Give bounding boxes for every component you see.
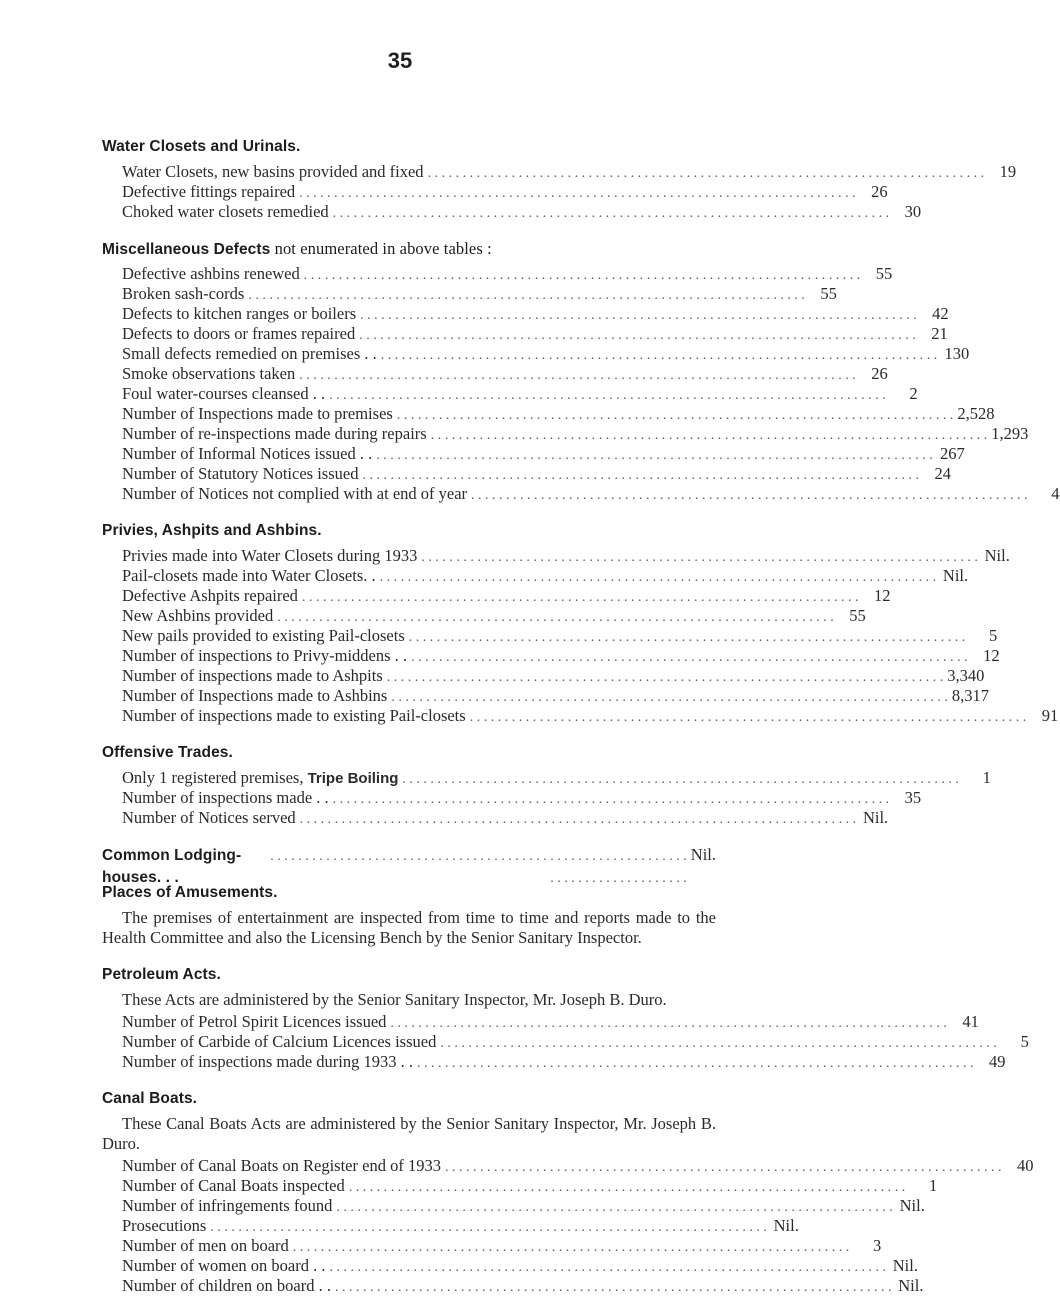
section-paragraph: These Acts are administered by the Senior Sanitary Inspector, Mr. Joseph B. Duro. (122, 990, 667, 1009)
dot-leader: . . . . . . . . . . . . . . . . . . . . . . . . . . . . . . . . . . . . . . . . . . . . . . . . . . . . . . . . . . . . . . . . . . . . . . . . . . . . . . . . (332, 792, 890, 807)
row-value: 2,528 (957, 404, 995, 423)
dot-leader: . . . . . . . . . . . . . . . . . . . . . . . . . . . . . . . . . . . . . . . . . . . . . . . . . . . . . . . . . . . . . . . . . . . . . . . . . . . . . . . . (376, 448, 933, 463)
dot-leader: . . . . . . . . . . . . . . . . . . . . . . . . . . . . . . . . . . . . . . . . . . . . . . . . . . . . . . . . . . . . . . . . . . . . . . . . . . . . . . . . (471, 488, 1028, 503)
table-row (122, 464, 951, 484)
row-label: Number of men on board (122, 1236, 289, 1255)
row-value: 130 (944, 344, 970, 363)
table-row (122, 546, 1010, 566)
row-label: Number of Canal Boats inspected (122, 1176, 345, 1195)
table-row (122, 1012, 979, 1032)
section-common-lodging-houses (102, 844, 716, 886)
row-value: 26 (871, 182, 888, 201)
table-row (122, 808, 889, 828)
row-value: Nil. (862, 808, 889, 827)
dot-leader: . . . . . . . . . . . . . . . . . . . . . . . . . . . . . . . . . . . . . . . . . . . . . . . . . . . . . . . . . . . . . . . . . . . . . . . . . . . . . . . . (427, 166, 985, 181)
row-label: Number of Petrol Spirit Licences issued (122, 1012, 387, 1031)
dot-leader: . . . . . . . . . . . . . . . . . . . . . . . . . . . . . . . . . . . . . . . . . . . . . . . . . . . . . . . . . . . . . . . . . . . . . . . . . . . . . . . . (348, 1180, 906, 1195)
row-list (122, 1012, 1029, 1072)
section-heading: Canal Boats. (102, 1090, 198, 1107)
row-value: 42 (932, 304, 949, 323)
row-value: 1 (928, 1176, 938, 1195)
row-label: Number of Informal Notices issued . . (122, 444, 373, 463)
dot-leader: . . . . . . . . . . . . . . . . . . . . . . . . . . . . . . . . . . . . . . . . . . . . . . . . . . . . . . . . . . . . . . . . . . . . . . . . . . . . . . . . (396, 408, 954, 423)
dot-leader: . . . . . . . . . . . . . . . . . . . . . . . . . . . . . . . . . . . . . . . . . . . . . . . . . . . . . . . . . . . . . . . . . . . . . . . . . . . . . . . . (210, 1220, 767, 1235)
table-row (122, 686, 989, 706)
section-paragraph: The premises of entertainment are inspected from time to time and reports made to the Health Committee and also the Licensing Bench by the Senior Sanitary Inspector. (102, 908, 716, 947)
row-label: Defects to doors or frames repaired (122, 324, 356, 343)
table-row (122, 666, 985, 686)
table-row (122, 284, 837, 304)
dot-leader: . . . . . . . . . . . . . . . . . . . . . . . . . . . . . . . . . . . . . . . . . . . . . . . . . . . . . . . . . . . . . . . . . . . . . . . . . . . . . . . . (408, 630, 966, 645)
row-label: Defective Ashpits repaired (122, 586, 298, 605)
dot-leader: . . . . . . . . . . . . . . . . . . . . . . . . . . . . . . . . . . . . . . . . . . . . . . . . . . . . . . . . . . . . . . . . . . . . . . . . . . . . . . . . (336, 1200, 893, 1215)
table-row (122, 444, 965, 464)
dot-leader: . . . . . . . . . . . . . . . . . . . . . . . . . . . . . . . . . . . . . . . . . . . . . . . . . . . . . . . . . . . . . . . . . . . . . . . . . . . . . . . . (299, 812, 857, 827)
row-value: 55 (820, 284, 837, 303)
row-label: Number of women on board . . (122, 1256, 326, 1275)
row-value: 12 (873, 586, 891, 605)
row-label: Number of Canal Boats on Register end of 1933 (122, 1156, 441, 1175)
section-heading-suffix: not enumerated in above tables : (270, 239, 492, 258)
section-canal-boats (102, 1088, 1034, 1296)
row-label: Defective ashbins renewed (122, 264, 300, 283)
row-label: New Ashbins provided (122, 606, 274, 625)
row-list (122, 546, 1059, 726)
section-miscellaneous-defects (102, 238, 1060, 504)
dot-leader: . . . . . . . . . . . . . . . . . . . . . . . . . . . . . . . . . . . . . . . . . . . . . . . . . . . . . . . . . . . . . . . . . . . . . . . . . . . . . . . . (292, 1240, 850, 1255)
row-label: Privies made into Water Closets during 1933 (122, 546, 418, 565)
section-heading: Places of Amusements. (102, 884, 278, 901)
row-value: Nil. (690, 845, 716, 864)
table-row (122, 768, 991, 788)
section-petroleum-acts (102, 964, 1029, 1072)
dot-leader: . . . . . . . . . . . . . . . . . . . . . . . . . . . . . . . . . . . . . . . . . . . . . . . . . . . . . . . . . . . . . . . . . . . . . . . . . . . . . . . . (391, 690, 948, 705)
dot-leader: . . . . . . . . . . . . . . . . . . . . . . . . . . . . . . . . . . . . . . . . . . . . . . . . . . . . . . . . . . . . . . . . . . . . . . . . . . . . . . . . (329, 388, 886, 403)
section-heading (102, 238, 716, 260)
row-value: Nil. (892, 1256, 918, 1275)
row-label-plain: Only 1 registered premises, (122, 768, 308, 787)
row-label: Number of children on board . . (122, 1276, 331, 1295)
row-value: 3 (873, 1236, 882, 1255)
row-label: Number of inspections made to Ashpits (122, 666, 383, 685)
page-number: 35 (387, 48, 413, 73)
table-row (122, 706, 1059, 726)
table-row (122, 626, 998, 646)
row-label: Smoke observations taken (122, 364, 296, 383)
table-row (122, 646, 1000, 666)
section-heading-bold: Miscellaneous Defects (102, 241, 271, 258)
row-label: Defective fittings repaired (122, 182, 296, 201)
table-row (122, 424, 1029, 444)
row-value: 5 (1020, 1032, 1029, 1051)
table-row (122, 1052, 1006, 1072)
dot-leader: . . . . . . . . . . . . . . . . . . . . . . . . . . . . . . . . . . . . . . . . . . . . . . . . . . . . . . . . . . . . . . . . . . . . . . . . . . . . . . . . (469, 710, 1027, 725)
section-privies-ashpits (102, 520, 1059, 726)
row-label: Pail-closets made into Water Closets. . (122, 566, 376, 585)
row-value: 40 (1016, 1156, 1034, 1175)
dot-leader: . . . . . . . . . . . . . . . . . . . . . . . . . . . . . . . . . . . . . . . . . . . . . . . . . . . . . . . . . . . . . . . . . . . . . . . . . . . . . . . . (440, 1036, 997, 1051)
dot-leader: . . . . . . . . . . . . . . . . . . . . . . . . . . . . . . . . . . . . . . . . . . . . . . . . . . . . . . . . . . . . . . . . . . . . . . . . . . . . . . . . (332, 206, 890, 221)
section-water-closets (102, 136, 1017, 222)
dot-leader: . . . . . . . . . . . . . . . . . . . . . . . . . . . . . . . . . . . . . . . . . . . . . . . . . . . . . . . . . . . . . . . . . . . . . . . . . . . . . . . . (379, 570, 937, 585)
row-value: Nil. (984, 546, 1010, 565)
row-label: Water Closets, new basins provided and fixed (122, 162, 424, 181)
dot-leader: . . . . . . . . . . . . . . . . . . . . . . . . . . . . . . . . . . . . . . . . . . . . . . . . . . . . . . . . . . . . . . . . . . . . . . . . . . . . . . . . (360, 308, 917, 323)
table-row (122, 1236, 882, 1256)
row-value: 26 (871, 364, 888, 383)
row-value: Nil. (942, 566, 969, 585)
table-row (122, 1276, 924, 1296)
row-label: Defects to kitchen ranges or boilers (122, 304, 357, 323)
section-places-of-amusements (102, 882, 716, 948)
dot-leader: . . . . . . . . . . . . . . . . . . . . . . . . . . . . . . . . . . . . . . . . . . . . . . . . . . . . . . . . . . . . . . . . . . . . . . . . . . . . . . . . (411, 650, 968, 665)
row-label: Prosecutions (122, 1216, 207, 1235)
dot-leader: . . . . . . . . . . . . . . . . . . . . . . . . . . . . . . . . . . . . . . . . . . . . . . . . . . . . . . . . . . . . . . . . . . . . . . . . . . . . . . . . (270, 849, 687, 886)
dot-leader: . . . . . . . . . . . . . . . . . . . . . . . . . . . . . . . . . . . . . . . . . . . . . . . . . . . . . . . . . . . . . . . . . . . . . . . . . . . . . . . . (303, 268, 861, 283)
table-row (122, 606, 866, 626)
row-list (122, 1156, 1034, 1296)
table-row (122, 162, 1017, 182)
dot-leader: . . . . . . . . . . . . . . . . . . . . . . . . . . . . . . . . . . . . . . . . . . . . . . . . . . . . . . . . . . . . . . . . . . . . . . . . . . . . . . . . (362, 468, 919, 483)
row-label: Small defects remedied on premises . . (122, 344, 377, 363)
row-label: Choked water closets remedied (122, 202, 329, 221)
dot-leader: . . . . . . . . . . . . . . . . . . . . . . . . . . . . . . . . . . . . . . . . . . . . . . . . . . . . . . . . . . . . . . . . . . . . . . . . . . . . . . . . (430, 428, 988, 443)
row-value: Nil. (899, 1196, 925, 1215)
table-row (122, 404, 995, 424)
row-label: Number of inspections made during 1933 . . (122, 1052, 413, 1071)
row-list (122, 264, 1060, 504)
section-heading: Water Closets and Urinals. (102, 138, 301, 155)
dot-leader: . . . . . . . . . . . . . . . . . . . . . . . . . . . . . . . . . . . . . . . . . . . . . . . . . . . . . . . . . . . . . . . . . . . . . . . . . . . . . . . . (402, 772, 959, 787)
dot-leader: . . . . . . . . . . . . . . . . . . . . . . . . . . . . . . . . . . . . . . . . . . . . . . . . . . . . . . . . . . . . . . . . . . . . . . . . . . . . . . . . (301, 590, 859, 605)
section-heading: Privies, Ashpits and Ashbins. (102, 522, 322, 539)
row-label: Number of Notices not complied with at end of year (122, 484, 468, 503)
row-label (122, 768, 398, 789)
row-label: Number of inspections made . . (122, 788, 329, 807)
page-content (102, 136, 1060, 1312)
table-row (122, 1196, 925, 1216)
row-value: 49 (989, 1052, 1006, 1071)
row-label-bold: Tripe Boiling (307, 770, 399, 787)
row-value: 2 (909, 384, 918, 403)
row-value: 1,293 (991, 424, 1029, 443)
row-label: Number of Notices served (122, 808, 296, 827)
row-value: 4 (1051, 484, 1060, 503)
row-label: Number of Statutory Notices issued (122, 464, 359, 483)
row-value: 91 (1041, 706, 1059, 725)
table-row (122, 1032, 1029, 1052)
row-label: Number of Inspections made to premises (122, 404, 393, 423)
row-value: 1 (982, 768, 991, 787)
dot-leader: . . . . . . . . . . . . . . . . . . . . . . . . . . . . . . . . . . . . . . . . . . . . . . . . . . . . . . . . . . . . . . . . . . . . . . . . . . . . . . . . (299, 186, 856, 201)
row-value: 24 (934, 464, 951, 483)
row-label: Number of infringements found (122, 1196, 333, 1215)
table-row (122, 1156, 1034, 1176)
row-label: New pails provided to existing Pail-closets (122, 626, 405, 645)
row-value: 3,340 (947, 666, 985, 685)
row-value: 55 (849, 606, 866, 625)
row-value: 267 (939, 444, 965, 463)
section-heading: Offensive Trades. (102, 744, 233, 761)
table-row (122, 364, 888, 384)
row-list (122, 162, 1017, 222)
table-row (122, 384, 918, 404)
row-value: 8,317 (951, 686, 989, 705)
table-row (122, 566, 969, 586)
dot-leader: . . . . . . . . . . . . . . . . . . . . . . . . . . . . . . . . . . . . . . . . . . . . . . . . . . . . . . . . . . . . . . . . . . . . . . . . . . . . . . . . (299, 368, 856, 383)
dot-leader: . . . . . . . . . . . . . . . . . . . . . . . . . . . . . . . . . . . . . . . . . . . . . . . . . . . . . . . . . . . . . . . . . . . . . . . . . . . . . . . . (390, 1016, 947, 1031)
section-heading: Petroleum Acts. (102, 966, 221, 983)
table-row (122, 182, 888, 202)
row-value: Nil. (773, 1216, 799, 1235)
row-label: Broken sash-cords (122, 284, 245, 303)
table-row (122, 202, 922, 222)
dot-leader: . . . . . . . . . . . . . . . . . . . . . . . . . . . . . . . . . . . . . . . . . . . . . . . . . . . . . . . . . . . . . . . . . . . . . . . . . . . . . . . . (359, 328, 916, 343)
row-label: Number of inspections made to existing Pail-closets (122, 706, 466, 725)
row-label: Number of Inspections made to Ashbins (122, 686, 388, 705)
table-row (122, 324, 948, 344)
row-value: 12 (983, 646, 1000, 665)
row-value: 19 (999, 162, 1017, 181)
section-offensive-trades (102, 742, 991, 828)
row-value: Nil. (898, 1276, 924, 1295)
dot-leader: . . . . . . . . . . . . . . . . . . . . . . . . . . . . . . . . . . . . . . . . . . . . . . . . . . . . . . . . . . . . . . . . . . . . . . . . . . . . . . . . (421, 550, 978, 565)
dot-leader: . . . . . . . . . . . . . . . . . . . . . . . . . . . . . . . . . . . . . . . . . . . . . . . . . . . . . . . . . . . . . . . . . . . . . . . . . . . . . . . . (444, 1160, 1002, 1175)
dot-leader: . . . . . . . . . . . . . . . . . . . . . . . . . . . . . . . . . . . . . . . . . . . . . . . . . . . . . . . . . . . . . . . . . . . . . . . . . . . . . . . . (417, 1056, 974, 1071)
row-label: Foul water-courses cleansed . . (122, 384, 326, 403)
table-row (122, 1176, 938, 1196)
section-paragraph: These Canal Boats Acts are administered by the Senior Sanitary Inspector, Mr. Joseph B. Duro. (102, 1114, 716, 1153)
dot-leader: . . . . . . . . . . . . . . . . . . . . . . . . . . . . . . . . . . . . . . . . . . . . . . . . . . . . . . . . . . . . . . . . . . . . . . . . . . . . . . . . (248, 288, 805, 303)
dot-leader: . . . . . . . . . . . . . . . . . . . . . . . . . . . . . . . . . . . . . . . . . . . . . . . . . . . . . . . . . . . . . . . . . . . . . . . . . . . . . . . . (380, 348, 938, 363)
row-label: Number of re-inspections made during repairs (122, 424, 427, 443)
row-label: Number of inspections to Privy-middens . . (122, 646, 408, 665)
row-value: 21 (931, 324, 948, 343)
table-row (122, 1256, 918, 1276)
section-heading: Common Lodging-houses. . . (102, 847, 242, 886)
row-list (122, 768, 991, 828)
table-row (122, 264, 893, 284)
table-row (122, 586, 891, 606)
dot-leader: . . . . . . . . . . . . . . . . . . . . . . . . . . . . . . . . . . . . . . . . . . . . . . . . . . . . . . . . . . . . . . . . . . . . . . . . . . . . . . . . (334, 1280, 892, 1295)
row-label: Number of Carbide of Calcium Licences issued (122, 1032, 437, 1051)
row-list-extra (122, 788, 922, 828)
table-row (122, 304, 949, 324)
table-row (122, 788, 922, 808)
table-row (122, 484, 1060, 504)
dot-leader: . . . . . . . . . . . . . . . . . . . . . . . . . . . . . . . . . . . . . . . . . . . . . . . . . . . . . . . . . . . . . . . . . . . . . . . . . . . . . . . . (277, 610, 834, 625)
row-value: 30 (904, 202, 922, 221)
dot-leader: . . . . . . . . . . . . . . . . . . . . . . . . . . . . . . . . . . . . . . . . . . . . . . . . . . . . . . . . . . . . . . . . . . . . . . . . . . . . . . . . (329, 1260, 886, 1275)
dot-leader: . . . . . . . . . . . . . . . . . . . . . . . . . . . . . . . . . . . . . . . . . . . . . . . . . . . . . . . . . . . . . . . . . . . . . . . . . . . . . . . . (386, 670, 944, 685)
row-value: 41 (962, 1012, 979, 1031)
table-row (122, 1216, 799, 1236)
table-row (122, 344, 970, 364)
row-value: 5 (989, 626, 998, 645)
row-value: 35 (904, 788, 922, 807)
row-value: 55 (875, 264, 893, 283)
